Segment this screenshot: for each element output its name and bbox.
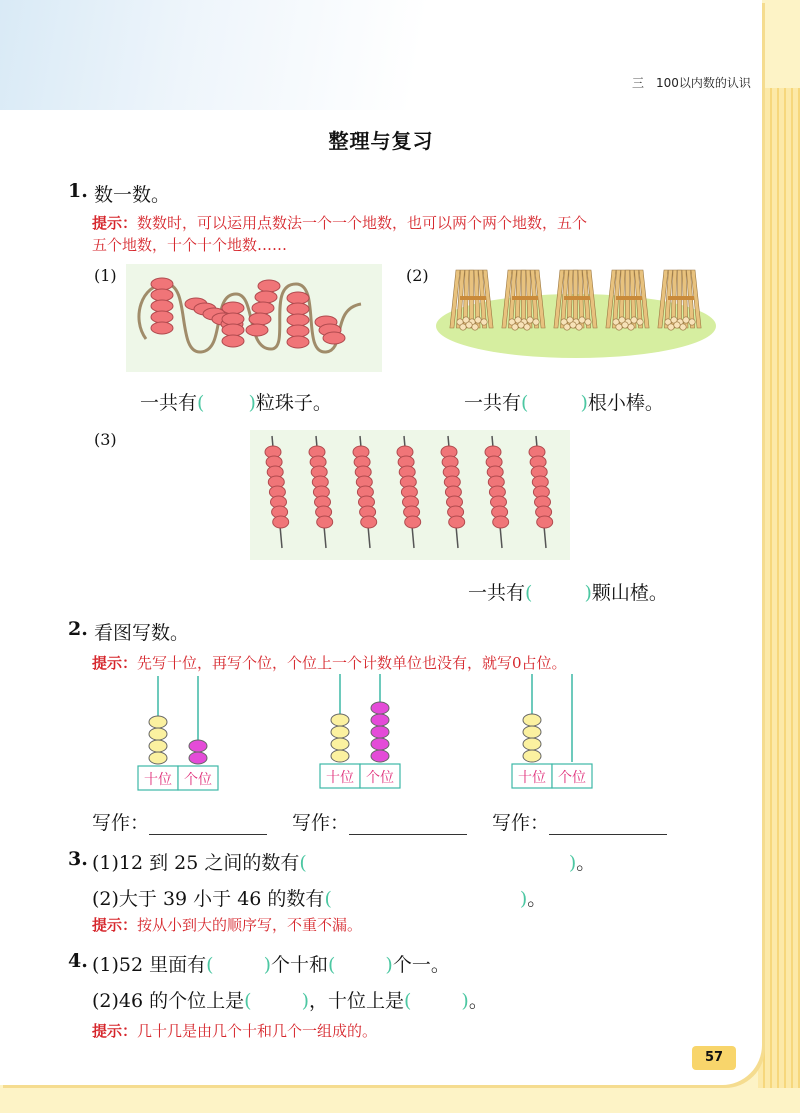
q2-number: 2. [68,618,88,640]
q2-write-label-1: 写作： [92,812,150,834]
ones-label: 个位 [184,772,212,788]
q4-line2-b: ，十位上是 [308,990,404,1012]
q1-answer1-paren-close: ) [248,392,256,414]
stick-end [564,324,570,330]
stick-end [460,324,466,330]
q4-line2-c: 。 [468,990,488,1012]
ones-label: 个位 [558,770,586,786]
bead [287,336,309,348]
stick-end [616,324,622,330]
q1-text: 数一数。 [94,184,171,206]
q4-line1-b: 个十和 [270,954,328,976]
abacus-3 [504,670,604,794]
q4-line1-paren1-open: ( [206,954,214,976]
q4-line1-c: 个一。 [392,954,450,976]
stick-end [585,319,591,325]
q3-hint-label: 提示： [92,916,138,934]
stick-end [533,319,539,325]
tens-bead [149,728,167,740]
abacus-2 [312,670,412,794]
tens-bead [523,726,541,738]
bead [222,324,244,336]
q2-write-label-2: 写作： [292,812,350,834]
page-edge-decoration [758,88,800,1088]
q1-answer3-before: 一共有 [468,582,526,604]
stick-end [689,319,695,325]
bead [151,300,173,312]
stick-end [668,324,674,330]
tens-bead [149,716,167,728]
q2-write-1 [92,808,267,835]
q1-hint-line1: 数数时，可以运用点数法一个一个地数，也可以两个两个地数，五个 [137,214,588,232]
q2-write-2 [292,808,467,835]
q1-answer3-paren-close: ) [584,582,592,604]
q1-answer1-after: 粒珠子。 [255,392,332,414]
q3-hint-text: 按从小到大的顺序写，不重不漏。 [137,916,363,934]
haw-fruit [317,516,333,528]
q4-line2 [92,986,488,1013]
ones-bead [371,702,389,714]
q4-line1-paren2-close: ) [385,954,393,976]
q4-line1 [92,950,450,977]
q2-write-blank-3[interactable] [549,814,667,835]
stick-end [472,324,478,330]
sticks-picture [436,266,716,358]
haws-picture [250,430,570,560]
bead [222,313,244,325]
q4-number: 4. [68,950,88,972]
q1-answer2-after: 根小棒。 [587,392,664,414]
q3-line2-paren-open: ( [324,888,332,910]
haw-fruit [449,516,465,528]
q4-line1-paren2-open: ( [328,954,336,976]
tens-bead [149,740,167,752]
q1-part2-label: (2) [406,266,429,285]
q1-answer3 [468,578,668,605]
bead [287,325,309,337]
bead [249,313,271,325]
q2-hint-label: 提示： [92,654,138,672]
bead [252,302,274,314]
q1-answer3-paren-open: ( [525,582,533,604]
q4-line2-a: (2)46 的个位上是 [92,990,245,1012]
q4-line2-paren2-close: ) [461,990,469,1012]
bead [287,292,309,304]
q3-line2-text: (2)大于 39 小于 46 的数有 [92,888,325,910]
abacus-1 [130,672,230,796]
q2-hint-text: 先写十位，再写个位，个位上一个计数单位也没有，就写0占位。 [137,654,567,672]
bead [287,314,309,326]
tens-bead [523,714,541,726]
q3-line1-period: 。 [576,852,596,874]
q3-number: 3. [68,848,88,870]
q4-line2-paren1-close: ) [301,990,309,1012]
q2-write-blank-1[interactable] [149,814,267,835]
stick-end [680,324,686,330]
q1-hint [92,212,587,256]
tens-bead [331,750,349,762]
page-number: 57 [692,1046,736,1070]
ones-bead [371,714,389,726]
stick-end [524,324,530,330]
stick-end [481,319,487,325]
q2-write-label-3: 写作： [492,812,550,834]
bead [258,280,280,292]
ones-bead [189,740,207,752]
tens-bead [331,738,349,750]
q3-line2 [92,884,546,911]
q3-line1-paren-close: ) [568,852,577,874]
q1-hint-line2: 五个地数，十个十个地数…… [92,236,288,254]
q1-answer1-paren-open: ( [197,392,205,414]
q4-line2-paren1-open: ( [244,990,252,1012]
q3-line1-text: (1)12 到 25 之间的数有 [92,852,300,874]
header-wash [0,0,762,110]
bundle-band [616,296,642,300]
tens-bead [331,726,349,738]
q2-write-blank-2[interactable] [349,814,467,835]
q1-number: 1. [68,180,88,202]
bead [255,291,277,303]
ones-bead [371,738,389,750]
tens-bead [149,752,167,764]
stick-end [527,317,533,323]
stick-end [622,322,628,328]
q1-answer2-paren-close: ) [580,392,588,414]
stick-end [637,319,643,325]
q4-hint [92,1020,377,1042]
bead [151,289,173,301]
q1-answer2-before: 一共有 [464,392,522,414]
tens-label: 十位 [144,772,172,788]
beads-picture [126,264,382,372]
haw-fruit [405,516,421,528]
ones-bead [189,752,207,764]
bead [287,303,309,315]
q1-part1-label: (1) [94,266,117,285]
q3-line1-paren-open: ( [299,852,307,874]
page-title: 整理与复习 [328,129,434,153]
chapter-header: 三 100以内数的认识 [632,76,751,90]
bead [151,278,173,290]
q1-answer1-before: 一共有 [140,392,198,414]
q3-line1 [92,848,595,875]
q3-line2-period: 。 [527,888,547,910]
bead [151,311,173,323]
q4-hint-label: 提示： [92,1022,138,1040]
bundle-band [460,296,486,300]
stick-end [512,324,518,330]
q1-part3-label: (3) [94,430,117,449]
stick-end [518,322,524,328]
bundle-band [512,296,538,300]
q3-line2-paren-close: ) [519,888,528,910]
stick-end [628,324,634,330]
bead [323,332,345,344]
bundle-band [668,296,694,300]
tens-bead [331,714,349,726]
q1-answer2 [464,388,664,415]
tens-label: 十位 [326,770,354,786]
ones-bead [371,750,389,762]
haw-fruit [273,516,289,528]
stick-end [570,322,576,328]
stick-end [466,322,472,328]
bundle-band [564,296,590,300]
q4-line2-paren2-open: ( [404,990,412,1012]
bead [222,302,244,314]
bead [151,322,173,334]
q1-hint-label: 提示： [92,214,138,232]
stick-end [683,317,689,323]
haw-fruit [537,516,553,528]
tens-label: 十位 [518,770,546,786]
tens-bead [523,750,541,762]
q2-write-3 [492,808,667,835]
q4-line1-a: (1)52 里面有 [92,954,207,976]
ones-label: 个位 [366,770,394,786]
bead [222,335,244,347]
q4-hint-text: 几十几是由几个十和几个一组成的。 [137,1022,378,1040]
tens-bead [523,738,541,750]
stick-end [631,317,637,323]
q3-hint [92,914,362,936]
ones-bead [371,726,389,738]
q2-text: 看图写数。 [94,622,190,644]
q4-line1-paren1-close: ) [263,954,271,976]
stick-end [579,317,585,323]
q1-answer2-paren-open: ( [521,392,529,414]
haw-fruit [361,516,377,528]
stick-end [475,317,481,323]
stick-end [576,324,582,330]
bead [246,324,268,336]
haw-fruit [493,516,509,528]
q1-answer1 [140,388,332,415]
stick-end [674,322,680,328]
q1-answer3-after: 颗山楂。 [591,582,668,604]
